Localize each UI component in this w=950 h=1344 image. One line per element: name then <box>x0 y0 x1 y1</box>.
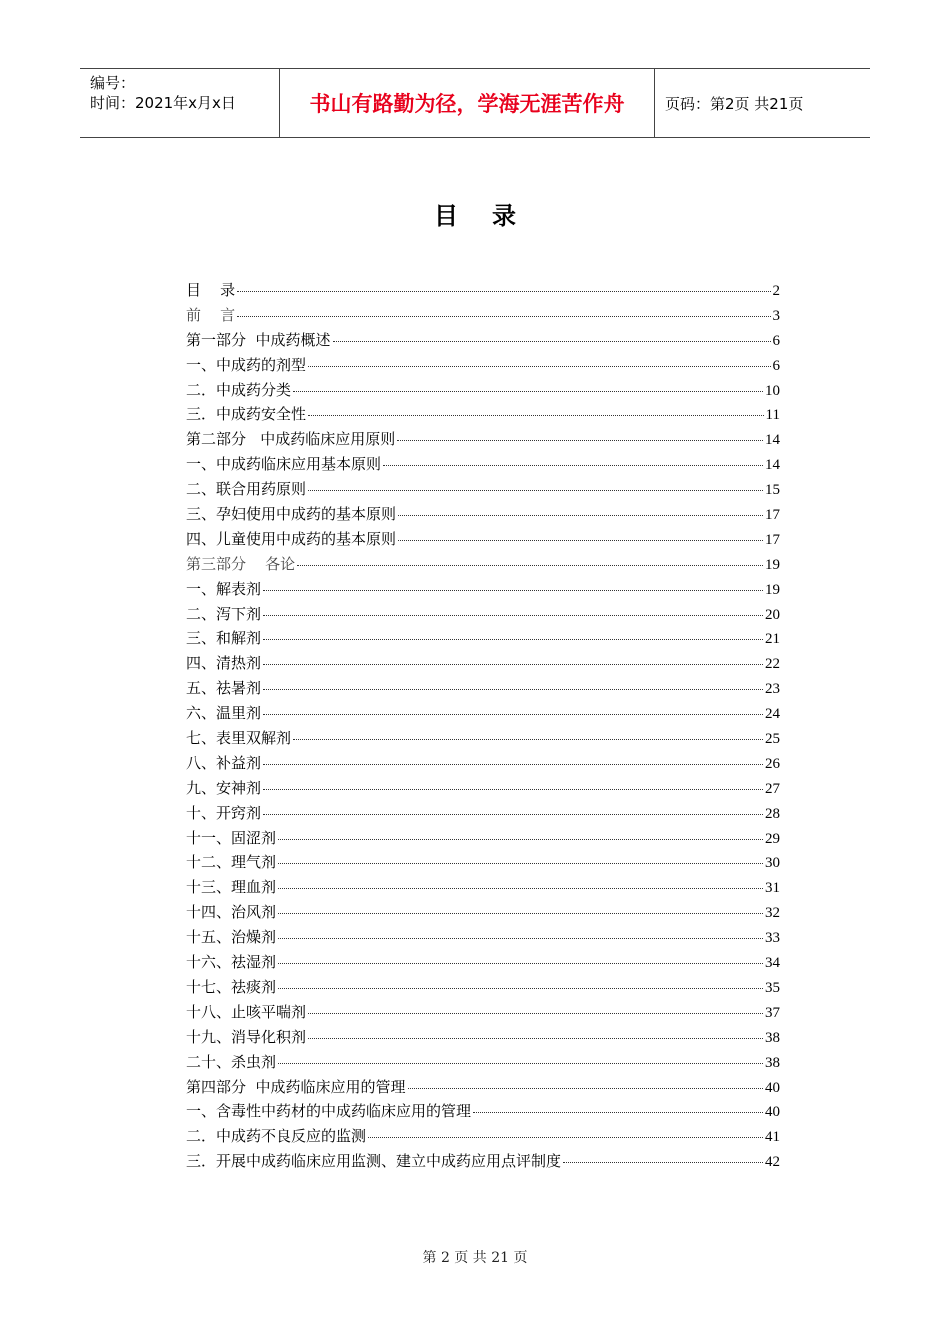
toc-entry-title: 八、补益剂 <box>186 753 262 772</box>
page-footer: 第 2 页 共 21 页 <box>422 1250 528 1266</box>
header-page-label: 页码：第2页 共21页 <box>665 94 804 113</box>
toc-dot-leader <box>278 863 763 864</box>
toc-entry[interactable] <box>186 403 780 428</box>
toc-dot-leader <box>263 764 763 765</box>
toc-entry-page: 40 <box>765 1104 780 1121</box>
toc-entry-title: 十三、理血剂 <box>186 878 277 897</box>
toc-dot-leader <box>278 938 763 939</box>
toc-dot-leader <box>293 739 763 740</box>
toc-entry-page: 6 <box>772 357 780 374</box>
toc-dot-leader <box>398 540 763 541</box>
toc-entry-title: 十六、祛湿剂 <box>186 953 277 972</box>
toc-dot-leader <box>278 988 763 989</box>
toc-entry-page: 34 <box>765 955 780 972</box>
toc-entry-title: 目 录 <box>186 281 236 299</box>
toc-entry-page: 42 <box>765 1154 780 1171</box>
toc-dot-leader <box>237 316 770 317</box>
toc-dot-leader <box>278 963 763 964</box>
toc-entry[interactable] <box>186 926 780 951</box>
toc-entry-page: 17 <box>765 507 780 524</box>
toc-dot-leader <box>308 415 764 416</box>
toc-dot-leader <box>398 515 763 516</box>
toc-entry[interactable] <box>186 453 780 478</box>
toc-entry[interactable] <box>186 627 780 652</box>
toc-entry-title: 一、中成药临床应用基本原则 <box>186 455 382 474</box>
toc-entry-page: 23 <box>765 681 780 698</box>
toc-entry[interactable] <box>186 677 780 702</box>
toc-entry-page: 32 <box>765 905 780 922</box>
toc-entry-title: 三．中成药安全性 <box>186 405 307 424</box>
toc-dot-leader <box>263 789 763 790</box>
toc-entry-title: 二．中成药不良反应的监测 <box>186 1127 367 1146</box>
toc-entry[interactable] <box>186 702 780 727</box>
toc-entry-page: 28 <box>765 805 780 822</box>
toc-dot-leader <box>278 913 763 914</box>
toc-dot-leader <box>473 1112 763 1113</box>
toc-dot-leader <box>278 1063 763 1064</box>
toc-dot-leader <box>563 1162 763 1163</box>
toc-entry-page: 30 <box>765 855 780 872</box>
toc-entry-title: 十八、止咳平喘剂 <box>186 1002 307 1021</box>
toc-entry[interactable] <box>186 1051 780 1076</box>
toc-dot-leader <box>263 615 763 616</box>
toc-entry-page: 38 <box>765 1054 780 1071</box>
toc-dot-leader <box>397 440 763 441</box>
toc-entry-title: 二、联合用药原则 <box>186 480 307 499</box>
toc-entry-title: 四、儿童使用中成药的基本原则 <box>186 529 397 548</box>
toc-entry-title: 第二部分 中成药临床应用原则 <box>186 430 396 449</box>
toc-entry[interactable] <box>186 727 780 752</box>
toc-entry-title: 一、解表剂 <box>186 579 262 598</box>
toc-entry[interactable] <box>186 951 780 976</box>
toc-entry[interactable] <box>186 304 780 329</box>
toc-entry-page: 24 <box>765 706 780 723</box>
toc-dot-leader <box>293 391 763 392</box>
toc-entry-page: 19 <box>765 581 780 598</box>
toc-entry-title: 六、温里剂 <box>186 704 262 723</box>
toc-entry[interactable] <box>186 851 780 876</box>
page-title: 目录 <box>434 202 550 230</box>
toc-entry-page: 6 <box>772 332 780 349</box>
toc-entry-title: 十一、固涩剂 <box>186 828 277 847</box>
toc-entry[interactable] <box>186 827 780 852</box>
toc-entry-title: 四、清热剂 <box>186 654 262 673</box>
toc-entry-page: 21 <box>765 631 780 648</box>
toc-entry[interactable] <box>186 1026 780 1051</box>
toc-dot-leader <box>408 1088 763 1089</box>
toc-entry-page: 33 <box>765 930 780 947</box>
toc-dot-leader <box>368 1137 763 1138</box>
toc-entry-title: 二十、杀虫剂 <box>186 1052 277 1071</box>
toc-dot-leader <box>308 366 770 367</box>
toc-entry-page: 29 <box>765 830 780 847</box>
toc-entry-page: 38 <box>765 1029 780 1046</box>
toc-dot-leader <box>278 888 763 889</box>
toc-entry-page: 25 <box>765 731 780 748</box>
toc-dot-leader <box>383 465 763 466</box>
toc-entry-page: 35 <box>765 979 780 996</box>
toc-dot-leader <box>308 490 763 491</box>
toc-entry[interactable] <box>186 1125 780 1150</box>
toc-dot-leader <box>263 639 763 640</box>
toc-entry-page: 26 <box>765 755 780 772</box>
toc-entry-page: 14 <box>765 432 780 449</box>
toc-entry[interactable] <box>186 1150 780 1175</box>
toc-entry[interactable] <box>186 802 780 827</box>
toc-entry-page: 22 <box>765 656 780 673</box>
toc-entry-page: 15 <box>765 482 780 499</box>
toc-entry[interactable] <box>186 329 780 354</box>
toc-entry[interactable] <box>186 428 780 453</box>
toc-entry-page: 17 <box>765 531 780 548</box>
toc-entry-title: 一、含毒性中药材的中成药临床应用的管理 <box>186 1102 472 1121</box>
toc-entry[interactable] <box>186 1076 780 1101</box>
toc-entry[interactable] <box>186 578 780 603</box>
toc-entry-title: 十九、消导化积剂 <box>186 1027 307 1046</box>
toc-entry-title: 第四部分 中成药临床应用的管理 <box>186 1077 406 1096</box>
toc-entry[interactable] <box>186 279 780 304</box>
toc-entry-title: 十七、祛痰剂 <box>186 977 277 996</box>
toc-entry-title: 七、表里双解剂 <box>186 729 292 748</box>
toc-entry[interactable] <box>186 528 780 553</box>
toc-entry-title: 九、安神剂 <box>186 778 262 797</box>
toc-entry-page: 3 <box>772 307 780 324</box>
toc-entry-title: 三、孕妇使用中成药的基本原则 <box>186 505 397 524</box>
toc-entry-title: 二．中成药分类 <box>186 380 292 399</box>
toc-entry[interactable] <box>186 1001 780 1026</box>
toc-entry[interactable] <box>186 752 780 777</box>
toc-dot-leader <box>263 814 763 815</box>
toc-entry[interactable] <box>186 354 780 379</box>
toc-dot-leader <box>278 839 763 840</box>
toc-dot-leader <box>263 590 763 591</box>
toc-entry-title: 一、中成药的剂型 <box>186 355 307 374</box>
toc-entry-title: 第三部分 各论 <box>186 554 296 573</box>
toc-entry[interactable] <box>186 478 780 503</box>
toc-entry[interactable] <box>186 553 780 578</box>
time-label: 时间：2021年x月x日 <box>90 94 236 112</box>
number-label: 编号： <box>90 74 136 92</box>
toc-entry[interactable] <box>186 976 780 1001</box>
toc-entry[interactable] <box>186 876 780 901</box>
toc-dot-leader <box>263 714 763 715</box>
toc-dot-leader <box>297 565 763 566</box>
toc-entry-page: 2 <box>772 283 780 299</box>
toc-entry-title: 五、祛暑剂 <box>186 679 262 698</box>
toc-entry-title: 第一部分 中成药概述 <box>186 330 331 349</box>
toc-entry-title: 三、和解剂 <box>186 629 262 648</box>
toc-entry-page: 10 <box>765 382 780 399</box>
toc-entry-title: 十五、治燥剂 <box>186 928 277 947</box>
header-motto: 书山有路勤为径，学海无涯苦作舟 <box>280 69 655 137</box>
table-of-contents <box>186 279 780 1175</box>
toc-dot-leader <box>308 1038 763 1039</box>
toc-entry-page: 40 <box>765 1079 780 1096</box>
toc-entry[interactable] <box>186 652 780 677</box>
toc-entry-page: 37 <box>765 1004 780 1021</box>
toc-entry-title: 十四、治风剂 <box>186 903 277 922</box>
toc-entry[interactable] <box>186 901 780 926</box>
toc-entry-title: 十二、理气剂 <box>186 853 277 872</box>
toc-dot-leader <box>333 341 771 342</box>
page-header <box>80 68 870 138</box>
header-info <box>80 69 280 137</box>
toc-entry-page: 31 <box>765 880 780 897</box>
toc-dot-leader <box>308 1013 763 1014</box>
toc-dot-leader <box>263 689 763 690</box>
toc-entry[interactable] <box>186 603 780 628</box>
toc-entry[interactable] <box>186 777 780 802</box>
toc-entry-title: 二、泻下剂 <box>186 604 262 623</box>
toc-entry-page: 19 <box>765 556 780 573</box>
toc-dot-leader <box>237 291 770 292</box>
toc-dot-leader <box>263 664 763 665</box>
toc-entry-page: 41 <box>765 1129 780 1146</box>
toc-entry-page: 11 <box>765 407 780 424</box>
toc-entry-title: 前 言 <box>186 305 236 324</box>
toc-entry[interactable] <box>186 1100 780 1125</box>
toc-entry-title: 十、开窍剂 <box>186 803 262 822</box>
toc-entry[interactable] <box>186 503 780 528</box>
toc-entry[interactable] <box>186 379 780 404</box>
toc-entry-page: 14 <box>765 457 780 474</box>
toc-entry-page: 20 <box>765 606 780 623</box>
toc-entry-page: 27 <box>765 780 780 797</box>
toc-entry-title: 三．开展中成药临床应用监测、建立中成药应用点评制度 <box>186 1152 562 1171</box>
